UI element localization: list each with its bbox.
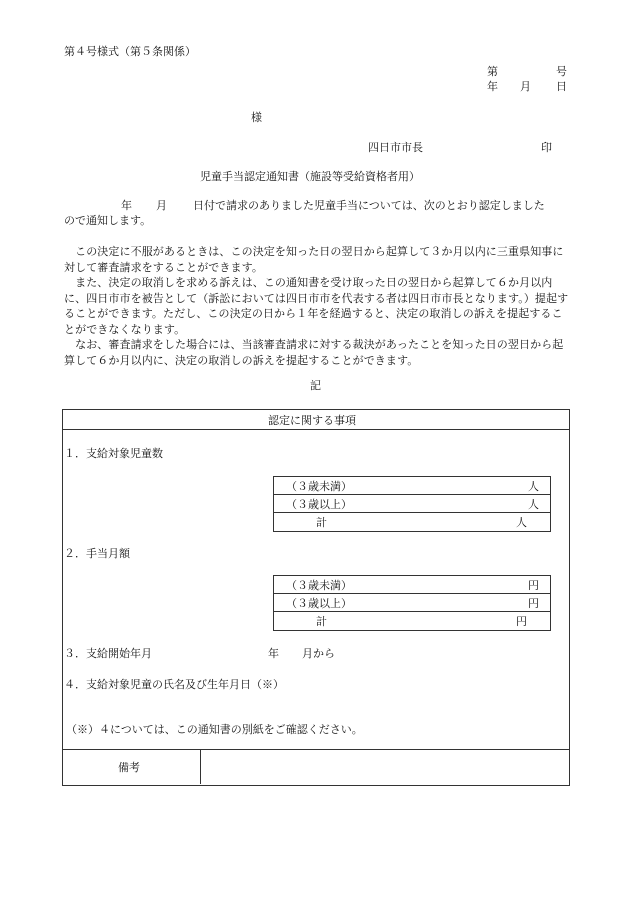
- notice-paragraph-1: この決定に不服があるときは、この決定を知った日の翌日から起算して３か月以内に三重県知事に対して審査請求をすることができます。: [64, 245, 564, 274]
- form-number: 第４号様式（第５条関係）: [64, 45, 196, 58]
- notice-paragraph-3: なお、審査請求をした場合には、当該審査請求に対する裁決があったことを知った日の翌日から起算して６か月以内に、決定の取消しの訴えを提起することができます。: [64, 338, 564, 367]
- intro-text-line1: 日付で請求のありました児童手当については、次のとおり認定しました: [193, 199, 545, 212]
- document-title: 児童手当認定通知書（施設等受給資格者用）: [200, 170, 420, 183]
- date-day: 日: [556, 80, 567, 93]
- doc-number-suffix: 号: [556, 65, 567, 78]
- addressee-suffix: 様: [251, 111, 262, 124]
- children-under3-label: （３歳未満）: [286, 480, 352, 493]
- item4-label: ４．支給対象児童の氏名及び生年月日（※）: [64, 678, 284, 691]
- notice-paragraph-2: また、決定の取消しを求める訴えは、この通知書を受け取った日の翌日から起算して６か月以内に、四日市市を被告として（訴訟においては四日市市を代表する者は四日市市長となります。）提起することができます。ただし、この決定の日から１年を経過すると、決定の取消しの訴えを提起することができなくなります。: [64, 276, 569, 336]
- row-divider: [273, 494, 550, 495]
- seal-mark: 印: [541, 141, 552, 154]
- start-month-from: 月から: [302, 647, 335, 660]
- amount-under3-label: （３歳未満）: [286, 579, 352, 592]
- start-year: 年: [268, 647, 279, 660]
- amount-over3-unit: 円: [528, 597, 539, 610]
- item1-label: １．支給対象児童数: [64, 447, 163, 460]
- doc-number-prefix: 第: [487, 65, 498, 78]
- item2-label: ２．手当月額: [64, 547, 130, 560]
- amount-over3-label: （３歳以上）: [286, 597, 352, 610]
- date-year: 年: [487, 80, 498, 93]
- amount-under3-unit: 円: [528, 579, 539, 592]
- footnote: （※）４については、この通知書の別紙をご確認ください。: [66, 723, 363, 736]
- date-month: 月: [520, 80, 531, 93]
- amount-total-unit: 円: [516, 615, 527, 628]
- intro-year: 年: [121, 199, 132, 212]
- table-divider: [62, 429, 569, 430]
- children-over3-label: （３歳以上）: [286, 498, 352, 511]
- remarks-label: 備考: [118, 761, 140, 774]
- row-divider: [273, 593, 550, 594]
- children-total-label: 計: [316, 516, 327, 529]
- row-divider: [273, 512, 550, 513]
- table-heading: 認定に関する事項: [268, 414, 356, 427]
- intro-month: 月: [156, 199, 167, 212]
- children-over3-unit: 人: [528, 498, 539, 511]
- children-under3-unit: 人: [528, 480, 539, 493]
- item3-label: ３．支給開始年月: [64, 647, 152, 660]
- row-divider: [273, 611, 550, 612]
- amount-total-label: 計: [316, 615, 327, 628]
- intro-text-line2: ので通知します。: [64, 214, 152, 227]
- remarks-field[interactable]: [201, 750, 567, 783]
- issuer: 四日市市長: [368, 141, 423, 154]
- ki-mark: 記: [310, 379, 321, 392]
- children-total-unit: 人: [516, 516, 527, 529]
